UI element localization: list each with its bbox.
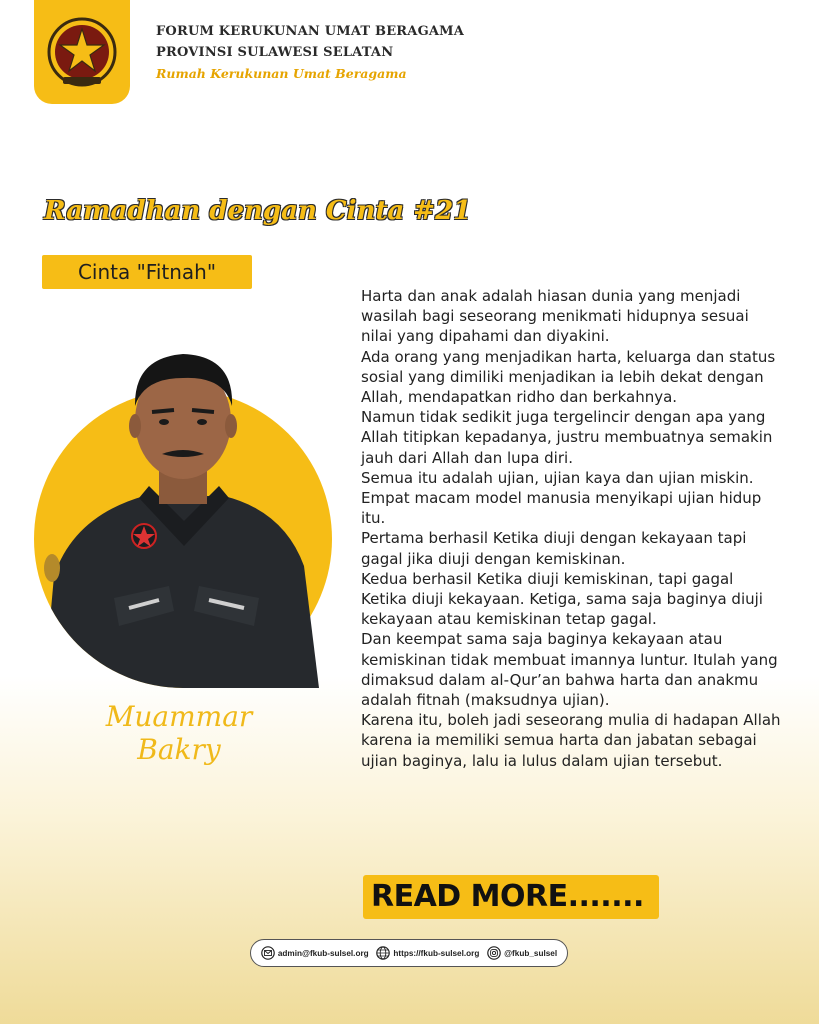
org-header: [156, 21, 464, 84]
series-title: Ramadhan dengan Cinta #21: [44, 196, 472, 226]
org-tagline: Rumah Kerukunan Umat Beragama: [156, 66, 407, 81]
globe-icon: [376, 946, 390, 960]
contact-website-text: https://fkub-sulsel.org: [393, 948, 480, 958]
contact-instagram-text: @fkub_sulsel: [504, 948, 558, 958]
article-paragraph: Semua itu adalah ujian, ujian kaya dan ujian miskin. Empat macam model manusia menyikapi ujian hidup itu.: [361, 468, 762, 528]
article-body: [361, 286, 781, 771]
contact-instagram[interactable]: [487, 946, 557, 960]
article-paragraph: Karena itu, boleh jadi seseorang mulia di hadapan Allah karena ia memiliki semua harta dan jabatan sebagai ujian baginya, lalu ia lulus dalam ujian tersebut.: [361, 711, 781, 770]
email-icon: [261, 946, 275, 960]
topic-badge: Cinta "Fitnah": [42, 255, 252, 289]
org-name-line2: PROVINSI SULAWESI SELATAN: [156, 45, 394, 60]
star-emblem-icon: [45, 15, 119, 89]
article-paragraph: Ada orang yang menjadikan harta, keluarga dan status sosial yang dimiliki menjadikan ia lebih dekat dengan Allah, mendapatkan ridho dan berkahnya.: [361, 347, 776, 407]
article-paragraph: Harta dan anak adalah hiasan dunia yang menjadi wasilah bagi seseorang menikmati hidupnya sesuai nilai yang dipahami dan diyakini.: [361, 287, 749, 346]
logo-tab: [34, 0, 130, 104]
instagram-icon: [487, 946, 501, 960]
contact-bar: [250, 939, 568, 967]
org-name-line1: FORUM KERUKUNAN UMAT BERAGAMA: [156, 24, 465, 39]
article-paragraph: Pertama berhasil Ketika diuji dengan kekayaan tapi gagal jika diuji dengan kemiskinan.: [361, 529, 747, 568]
article-paragraph: Dan keempat sama saja baginya kekayaan atau kemiskinan tidak membuat imannya luntur. Itulah yang dimaksud dalam al-Qur’an bahwa harta dan anakmu adalah fitnah (maksudnya ujian).: [361, 630, 778, 710]
read-more-button[interactable]: READ MORE.......: [363, 875, 659, 919]
article-paragraph: Namun tidak sedikit juga tergelincir dengan apa yang Allah titipkan kepadanya, justru membuatnya semakin jauh dari Allah dan lupa diri.: [361, 408, 773, 467]
author-signature: Muammar Bakry: [105, 700, 253, 766]
contact-website[interactable]: [376, 946, 479, 960]
contact-email-text: admin@fkub-sulsel.org: [277, 948, 369, 958]
article-paragraph: Kedua berhasil Ketika diuji kemiskinan, tapi gagal Ketika diuji kekayaan. Ketiga, sama saja baginya diuji kekayaan atau kemiskinan tetap gagal.: [361, 569, 763, 629]
contact-email[interactable]: [261, 946, 369, 960]
author-portrait: [34, 336, 332, 688]
